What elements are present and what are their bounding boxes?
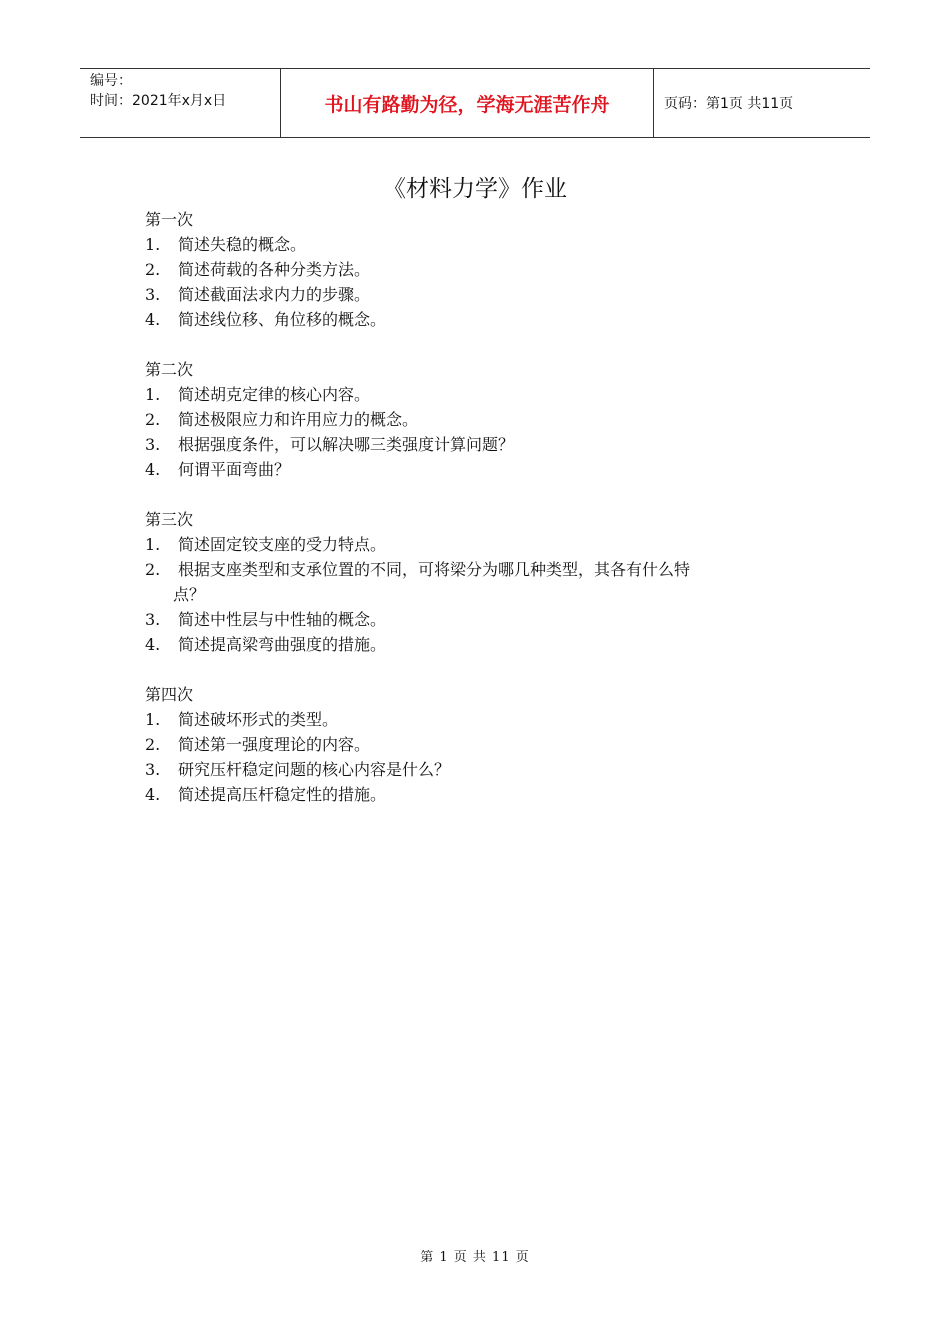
time-label: 时间：2021年x月x日 [90,93,227,109]
item-text: 简述胡克定律的核心内容。 [178,385,371,404]
list-item [145,707,825,732]
list-item [145,757,825,782]
section-title: 第二次 [145,360,194,379]
item-number: 2. [145,410,161,429]
item-number: 2. [145,735,161,754]
document-title: 《材料力学》作业 [383,176,567,202]
section-title: 第一次 [145,210,194,229]
item-number: 2. [145,260,161,279]
list-item [145,457,825,482]
item-text-continuation: 点？ [173,585,206,604]
header-motto: 书山有路勤为径，学海无涯苦作舟 [281,69,654,137]
section-2 [145,357,825,482]
item-text: 根据强度条件，可以解决哪三类强度计算问题？ [178,435,515,454]
item-text: 根据支座类型和支承位置的不同，可将梁分为哪几种类型，其各有什么特 [178,560,691,579]
item-number: 3. [145,610,161,629]
list-item [145,257,825,282]
list-item [145,307,825,332]
item-text: 简述提高压杆稳定性的措施。 [178,785,387,804]
item-text: 简述极限应力和许用应力的概念。 [178,410,419,429]
item-text: 简述截面法求内力的步骤。 [178,285,371,304]
item-text: 简述提高梁弯曲强度的措施。 [178,635,387,654]
page-header [80,68,870,138]
list-item [145,382,825,407]
list-item [145,607,825,632]
list-item [145,407,825,432]
item-number: 4. [145,460,161,479]
list-item [145,557,825,582]
list-item [145,282,825,307]
item-text: 研究压杆稳定问题的核心内容是什么？ [178,760,451,779]
section-title: 第四次 [145,685,194,704]
item-text: 简述线位移、角位移的概念。 [178,310,387,329]
assignment-content [145,207,825,832]
section-title: 第三次 [145,510,194,529]
item-number: 2. [145,560,161,579]
item-number: 3. [145,435,161,454]
list-item [145,782,825,807]
header-page-info: 页码：第1页 共11页 [664,96,794,112]
list-item [145,732,825,757]
number-label: 编号： [90,73,132,89]
header-meta [80,69,281,137]
section-4 [145,682,825,807]
item-text: 简述中性层与中性轴的概念。 [178,610,387,629]
item-number: 1. [145,385,161,404]
item-number: 3. [145,760,161,779]
item-number: 1. [145,710,161,729]
list-item [145,432,825,457]
page-footer: 第 1 页 共 11 页 [420,1250,530,1265]
item-text: 简述固定铰支座的受力特点。 [178,535,387,554]
item-text: 简述第一强度理论的内容。 [178,735,371,754]
item-text: 何谓平面弯曲？ [178,460,291,479]
list-item [145,232,825,257]
item-number: 4. [145,635,161,654]
section-1 [145,207,825,332]
item-number: 1. [145,235,161,254]
item-text: 简述荷载的各种分类方法。 [178,260,371,279]
item-text: 简述破坏形式的类型。 [178,710,339,729]
list-item [145,632,825,657]
list-item [145,532,825,557]
item-text: 简述失稳的概念。 [178,235,307,254]
item-number: 3. [145,285,161,304]
section-3 [145,507,825,657]
item-number: 4. [145,785,161,804]
item-number: 1. [145,535,161,554]
item-number: 4. [145,310,161,329]
